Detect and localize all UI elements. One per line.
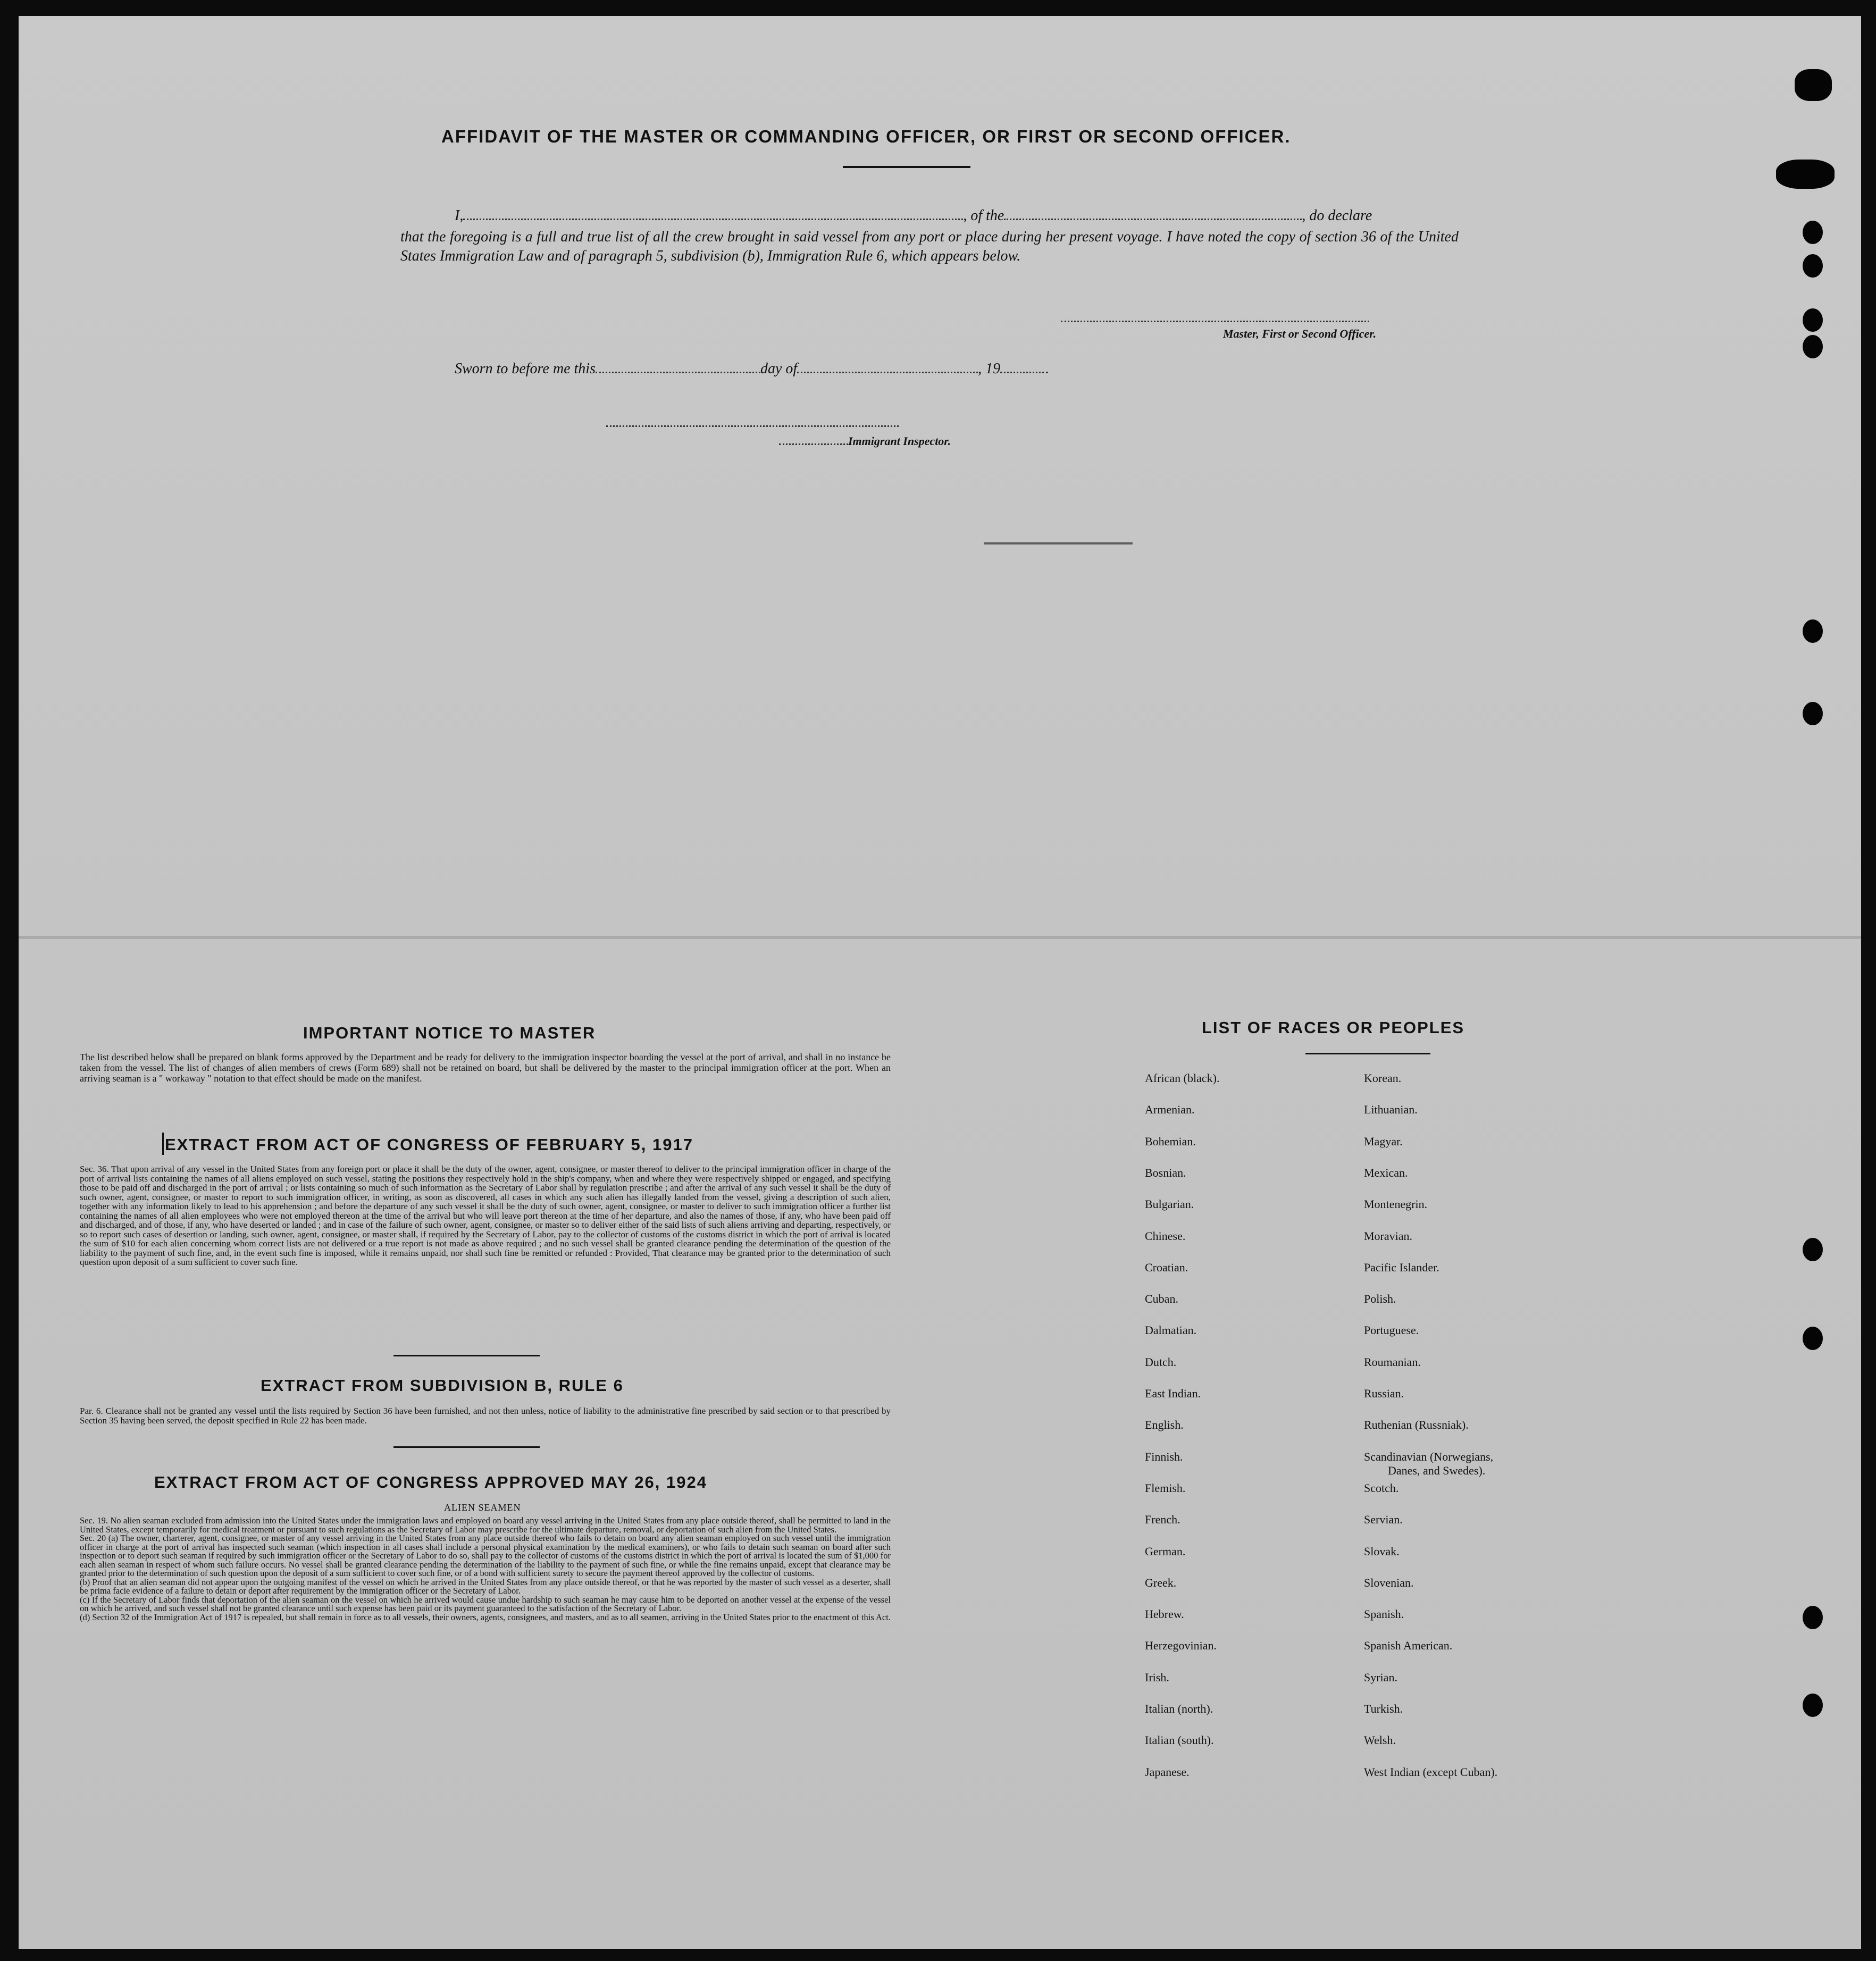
document-sheet — [19, 16, 1861, 1949]
race-item: Irish. — [1145, 1670, 1169, 1684]
race-item: Herzegovinian. — [1145, 1639, 1217, 1653]
race-item: Roumanian. — [1364, 1355, 1421, 1369]
race-item: Greek. — [1145, 1575, 1177, 1589]
notice-title: IMPORTANT NOTICE TO MASTER — [303, 1024, 596, 1042]
sec20d-paragraph: (d) Section 32 of the Immigration Act of 1917 is repealed, but shall remain in force as to all vessels, their owners, agents, consignees, and masters, and as to all seamen, arriving in the United States prior to the enactment of this Act. — [80, 1612, 891, 1622]
race-item: Servian. — [1364, 1513, 1403, 1527]
race-item: Bosnian. — [1145, 1166, 1186, 1179]
punch-hole — [1803, 1606, 1823, 1629]
punch-hole — [1803, 308, 1823, 332]
punch-hole — [1803, 254, 1823, 278]
extract-rule6-title: EXTRACT FROM SUBDIVISION B, RULE 6 — [261, 1376, 624, 1395]
extract-rule6-body: Par. 6. Clearance shall not be granted any vessel until the lists required by Section 36 have been furnished, and not then unless, notice of liability to the administrative fine prescribed by said section or to that prescribed by Section 35 having been served, the deposit specified in Rule 22 has been made. — [80, 1406, 891, 1426]
inspector-signature-label: Immigrant Inspector. — [848, 434, 951, 448]
sworn-month-blank[interactable] — [797, 372, 978, 373]
punch-hole — [1803, 1327, 1823, 1350]
race-item: Italian (south). — [1145, 1733, 1214, 1747]
paper-fold — [19, 936, 1861, 939]
extract-1924-body — [80, 1516, 891, 1622]
race-item: East Indian. — [1145, 1387, 1201, 1400]
race-item: Cuban. — [1145, 1292, 1178, 1306]
race-item: Magyar. — [1364, 1134, 1403, 1148]
race-item: Scotch. — [1364, 1481, 1399, 1495]
race-item: Russian. — [1364, 1387, 1404, 1400]
inspector-prefix-blank — [779, 443, 848, 445]
punch-hole — [1803, 1694, 1823, 1717]
affidavit-i: I, — [455, 207, 464, 224]
race-item: Bulgarian. — [1145, 1197, 1194, 1211]
race-item: Slovak. — [1364, 1544, 1400, 1558]
punch-hole — [1803, 619, 1823, 643]
race-item: African (black). — [1145, 1071, 1220, 1085]
master-signature-line[interactable] — [1061, 321, 1369, 322]
race-item: Japanese. — [1145, 1765, 1190, 1779]
sworn-year-prefix: , 19 — [978, 361, 1001, 377]
race-scandinavian-cont: Danes, and Swedes). — [1388, 1464, 1486, 1477]
races-title-rule — [1305, 1053, 1430, 1054]
race-item: English. — [1145, 1418, 1184, 1432]
race-item: Moravian. — [1364, 1229, 1413, 1243]
sec20a-paragraph: Sec. 20 (a) The owner, charterer, agent, consignee, or master of any vessel arriving in the United States from any place outside thereof who fails to detain on board any alien seaman employed on such vessel until the immigration officer in charge at the port of arrival has inspected such seaman (which inspection in all cases shall include a personal physical examination by the medical examiners), or who fails to detain such seaman on board after such inspection or to deport such seaman if required by such immigration officer or the Secretary of Labor to do so, shall pay to the collector of customs of the customs district in which the port of arrival is located the sum of $1,000 for each alien seaman in respect of whom such failure occurs. No vessel shall be granted clearance pending the determination of the liability to the payment of such fine, or while the fine remains unpaid, except that clearance may be granted prior to the determination of such question upon the deposit of a sum sufficient to cover such fine, or of a bond with sufficient surety to secure the payment thereof approved by the collector of customs. — [80, 1533, 891, 1578]
vessel-blank[interactable] — [1004, 219, 1302, 220]
race-item: Finnish. — [1145, 1449, 1183, 1463]
inspector-line — [779, 434, 951, 448]
torn-edge-mark — [1776, 160, 1835, 189]
race-item: Dutch. — [1145, 1355, 1177, 1369]
race-item: Croatian. — [1145, 1260, 1188, 1274]
race-item: Portuguese. — [1364, 1323, 1419, 1337]
race-item: West Indian (except Cuban). — [1364, 1765, 1498, 1779]
race-item: French. — [1145, 1513, 1180, 1527]
smudge-mark — [984, 542, 1133, 544]
extract-rule6-rule — [393, 1446, 540, 1448]
extract-1917-body: Sec. 36. That upon arrival of any vessel in the United States from any foreign port or place it shall be the duty of the owner, agent, consignee, or master thereof to deliver to the principal immigration officer in charge of the port of arrival lists containing the names of all aliens employed on such vessel, stating the positions they respectively hold in the ship's company, when and where they were respectively shipped or engaged, and specifying those to be paid off and discharged in the port of arrival ; or lists containing so much of such information as the Secretary of Labor shall by regulation prescribe ; and after the arrival of any such vessel it shall be the duty of such owner, agent, consignee, or master to report to such immigration officer, in writing, as soon as discovered, all cases in which any such alien has illegally landed from the vessel, giving a description of such alien, together with any information likely to lead to his apprehension ; and before the departure of any such vessel it shall be the duty of such owner, agent, consignee, or master to deliver to such immigration officer a further list containing the names of all alien employees who were not employed thereon at the time of the arrival but who will leave port thereon at the time of her departure, and also the names of those, if any, who have been paid off and discharged, and of those, if any, who have deserted or landed ; and in case of the failure of such owner, agent, consignee, or master so to deliver either of the said lists of such aliens arriving and departing, respectively, or so to report such cases of desertion or landing, such owner, agent, consignee, or master shall, if required by the Secretary of Labor, pay to the collector of customs of the customs district in which the port of arrival is located the sum of $10 for each alien concerning whom correct lists are not delivered or a true report is not made as above required ; and no such vessel shall be granted clearance pending the determination of the question of the liability to the payment of such fine, and, in the event such fine is imposed, while it remains unpaid, nor shall such fine be remitted or refunded : Provided, That clearance may be granted prior to the determination of such question upon deposit of a sum sufficient to cover such fine. — [80, 1164, 891, 1267]
race-item: Slovenian. — [1364, 1575, 1414, 1589]
sworn-text: Sworn to before me this — [455, 361, 596, 377]
sworn-year-blank[interactable] — [1000, 372, 1048, 373]
affidavit-line1 — [455, 207, 1372, 224]
extract-1917-bar — [162, 1133, 164, 1155]
extract-1917-rule — [393, 1355, 540, 1356]
sworn-day-blank[interactable] — [596, 372, 760, 373]
race-item: Korean. — [1364, 1071, 1402, 1085]
punch-hole — [1803, 702, 1823, 725]
alien-seamen-subtitle: ALIEN SEAMEN — [444, 1502, 521, 1513]
sec20b-paragraph: (b) Proof that an alien seaman did not appear upon the outgoing manifest of the vessel on which he arrived in the United States from any place outside thereof, or that he was reported by the master of such vessel as a deserter, shall be prima facie evidence of a failure to detain or deport after requirement by the immigration officer or the Secretary of Labor. — [80, 1577, 891, 1596]
race-item: Bohemian. — [1145, 1134, 1196, 1148]
race-item: Chinese. — [1145, 1229, 1186, 1243]
punch-hole — [1803, 335, 1823, 358]
race-item: Spanish. — [1364, 1607, 1404, 1621]
race-item: Mexican. — [1364, 1166, 1408, 1179]
affidavit-declare: , do declare — [1302, 207, 1372, 224]
affidavit-of-the: , of the — [963, 207, 1004, 224]
races-title: LIST OF RACES OR PEOPLES — [1202, 1018, 1465, 1037]
race-item: Welsh. — [1364, 1733, 1396, 1747]
affidavit-title-rule — [843, 166, 970, 168]
race-item: Pacific Islander. — [1364, 1260, 1439, 1274]
affidavit-title: AFFIDAVIT OF THE MASTER OR COMMANDING OFFICER, OR FIRST OR SECOND OFFICER. — [441, 127, 1291, 146]
torn-edge-mark — [1795, 69, 1832, 101]
punch-hole — [1803, 1238, 1823, 1261]
race-item: Lithuanian. — [1364, 1103, 1418, 1117]
race-item: Flemish. — [1145, 1481, 1186, 1495]
race-item: Dalmatian. — [1145, 1323, 1197, 1337]
race-item: Ruthenian (Russniak). — [1364, 1418, 1469, 1432]
race-item: Spanish American. — [1364, 1639, 1453, 1653]
race-item: Armenian. — [1145, 1103, 1195, 1117]
sec20c-paragraph: (c) If the Secretary of Labor finds that deportation of the alien seaman on the vessel on which he arrived would cause undue hardship to such seaman he may cause him to be deported on another vessel at the expense of the vessel on which he arrived, and such vessel shall not be granted clearance until such expense has been paid or its payment guaranteed to the satisfaction of the Secretary of Labor. — [80, 1594, 891, 1613]
name-blank[interactable] — [463, 219, 963, 220]
master-signature-label: Master, First or Second Officer. — [1223, 327, 1377, 340]
race-item: Hebrew. — [1145, 1607, 1184, 1621]
sworn-line — [455, 361, 1048, 378]
sworn-day-of: day of — [760, 361, 798, 377]
race-item: Polish. — [1364, 1292, 1396, 1306]
sec19-paragraph: Sec. 19. No alien seaman excluded from admission into the United States under the immigration laws and employed on board any vessel arriving in the United States from any place outside thereof, shall be permitted to land in the United States, except temporarily for medical treatment or pursuant to such regulations as the Secretary of Labor may prescribe for the ultimate departure, removal, or deportation of such alien from the United States. — [80, 1515, 891, 1535]
race-item: German. — [1145, 1544, 1186, 1558]
race-item: Turkish. — [1364, 1702, 1403, 1715]
affidavit-body: that the foregoing is a full and true list of all the crew brought in said vessel from any port or place during her present voyage. I have noted the copy of section 36 of the United States Immigration Law and of paragraph 5, subdivision (b), Immigration Rule 6, which appears below. — [400, 229, 1459, 264]
race-item: Italian (north). — [1145, 1702, 1213, 1715]
race-item: Syrian. — [1364, 1670, 1397, 1684]
notice-body: The list described below shall be prepared on blank forms approved by the Department and be ready for delivery to the immigration inspector boarding the vessel at the port of arrival, and shall in no instance be taken from the vessel. The list of changes of alien members of crews (Form 689) shall not be retained on board, but shall be delivered by the master to the principal immigration officer at the port. When an arriving seaman is a " workaway " notation to that effect should be made on the manifest. — [80, 1052, 891, 1084]
extract-1917-title: EXTRACT FROM ACT OF CONGRESS OF FEBRUARY 5, 1917 — [165, 1135, 693, 1154]
punch-hole — [1803, 221, 1823, 244]
race-item: Montenegrin. — [1364, 1197, 1428, 1211]
race-item: Scandinavian (Norwegians, — [1364, 1449, 1494, 1463]
inspector-signature-line[interactable] — [606, 425, 899, 427]
extract-1924-title: EXTRACT FROM ACT OF CONGRESS APPROVED MAY 26, 1924 — [154, 1473, 707, 1491]
